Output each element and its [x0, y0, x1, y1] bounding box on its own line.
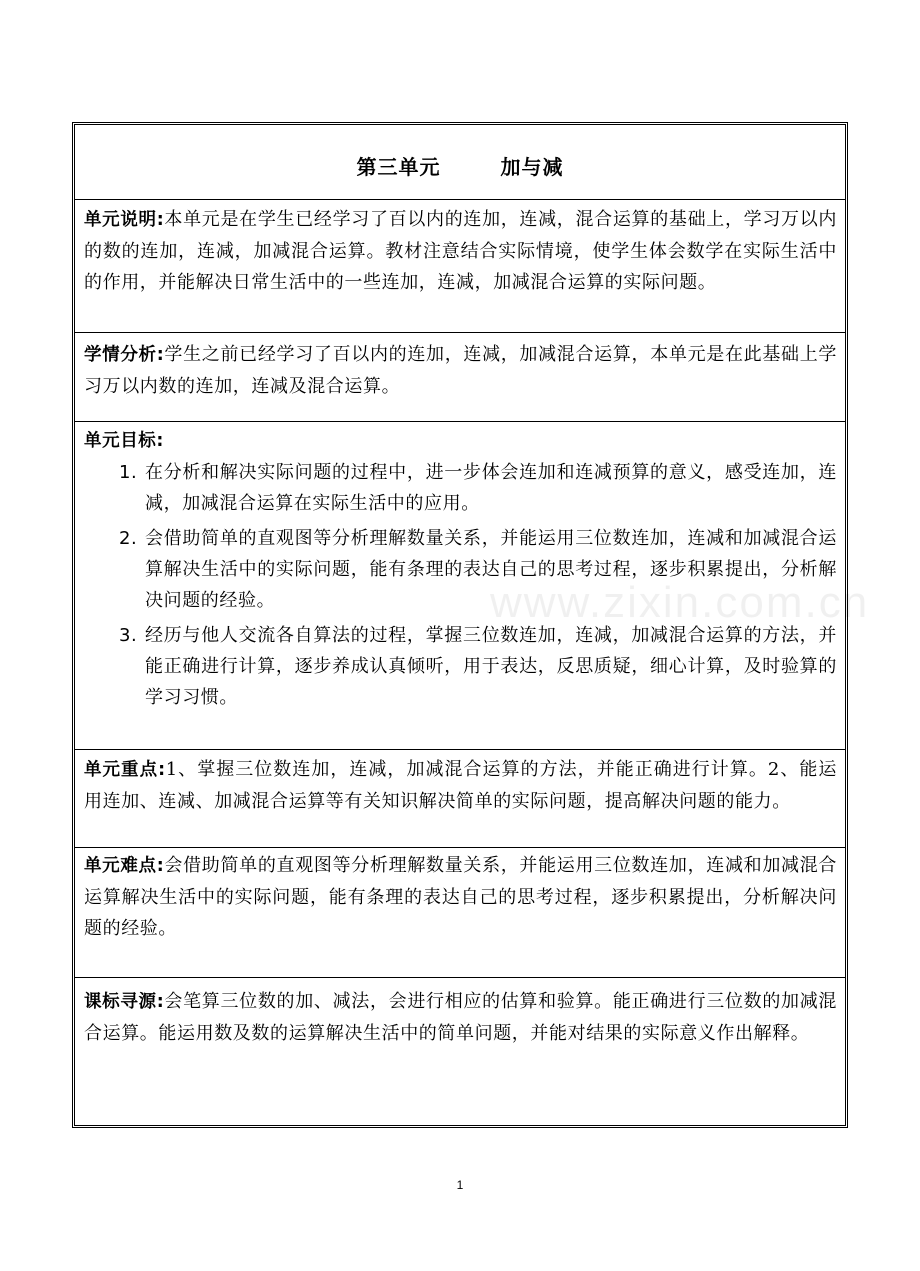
curriculum-source-label: 课标寻源: — [84, 992, 165, 1012]
goal-number: 1. — [119, 462, 138, 483]
goal-number: 2. — [119, 528, 138, 549]
key-points-text: 1、掌握三位数连加，连减，加减混合运算的方法，并能正确进行计算。2、能运用连加、连减、加减混合运算等有关知识解决简单的实际问题，提高解决问题的能力。 — [84, 759, 837, 812]
unit-description-label: 单元说明: — [84, 210, 165, 230]
key-points-row — [75, 750, 845, 848]
difficulties-text: 会借助简单的直观图等分析理解数量关系，并能运用三位数连加，连减和加减混合运算解决生活中的实际问题，能有条理的表达自己的思考过程，逐步积累提出，分析解决问题的经验。 — [84, 855, 837, 939]
title-topic: 加与减 — [500, 155, 564, 179]
difficulties-cell — [75, 848, 845, 944]
curriculum-source-row — [75, 978, 845, 1125]
goal-text: 经历与他人交流各自算法的过程，掌握三位数连加，连减，加减混合运算的方法，并能正确进行计算，逐步养成认真倾听，用于表达，反思质疑，细心计算，及时验算的学习习惯。 — [145, 625, 837, 708]
goal-number: 3. — [119, 625, 138, 646]
unit-description-text: 本单元是在学生已经学习了百以内的连加，连减，混合运算的基础上，学习万以内的数的连加，连减，加减混合运算。教材注意结合实际情境，使学生体会数学在实际生活中的作用，并能解决日常生活中的一些连加，连减，加减混合运算的实际问题。 — [84, 209, 837, 293]
learning-analysis-text: 学生之前已经学习了百以内的连加，连减，加减混合运算，本单元是在此基础上学习万以内数的连加，连减及混合运算。 — [84, 344, 837, 397]
curriculum-source-cell — [75, 978, 845, 1049]
unit-description-cell — [75, 200, 845, 298]
title-row — [75, 125, 845, 200]
learning-analysis-label: 学情分析: — [84, 345, 165, 365]
lesson-plan-table — [72, 122, 848, 1128]
watermark-text: www.zixin.com.cn — [490, 578, 870, 627]
curriculum-source-text: 会笔算三位数的加、减法，会进行相应的估算和验算。能正确进行三位数的加减混合运算。能运用数及数的运算解决生活中的简单问题，并能对结果的实际意义作出解释。 — [84, 991, 837, 1044]
unit-goals-cell — [75, 422, 845, 457]
learning-analysis-row — [75, 333, 845, 422]
key-points-label: 单元重点: — [84, 760, 166, 780]
goal-text: 在分析和解决实际问题的过程中，进一步体会连加和连减预算的意义，感受连加，连减，加减混合运算在实际生活中的应用。 — [145, 462, 837, 514]
unit-goals-row — [75, 422, 845, 750]
unit-goals-label: 单元目标: — [84, 431, 164, 451]
goal-item — [75, 620, 837, 713]
difficulties-label: 单元难点: — [84, 856, 165, 876]
title-unit: 第三单元 — [356, 155, 441, 179]
goal-item — [75, 523, 837, 616]
goal-item — [75, 457, 837, 519]
learning-analysis-cell — [75, 333, 845, 402]
page-title — [357, 151, 564, 180]
goal-text: 会借助简单的直观图等分析理解数量关系，并能运用三位数连加，连减和加减混合运算解决生活中的实际问题，能有条理的表达自己的思考过程，逐步积累提出，分析解决问题的经验。 — [145, 528, 837, 611]
unit-goals-list — [75, 457, 845, 713]
unit-description-row — [75, 200, 845, 333]
page-number: 1 — [456, 1178, 464, 1192]
difficulties-row — [75, 848, 845, 978]
key-points-cell — [75, 750, 845, 817]
